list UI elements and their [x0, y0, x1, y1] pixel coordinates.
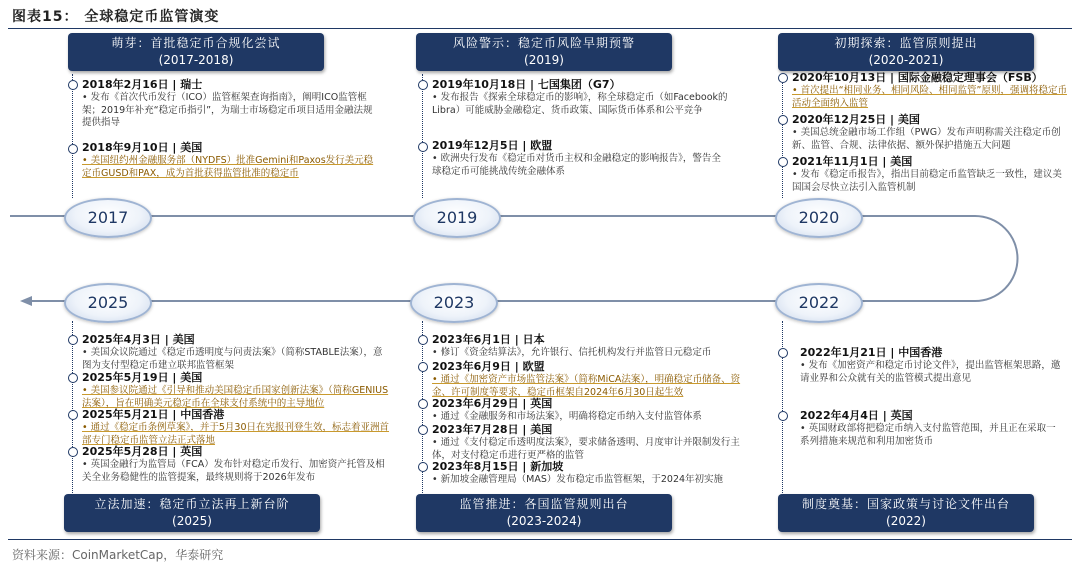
event-date: 2025年4月3日 | 美国 [82, 333, 195, 346]
year-2020: 2020 [775, 198, 863, 238]
connector [422, 74, 423, 198]
event-2023-08-15 [432, 459, 742, 487]
event-dot [418, 142, 428, 152]
event-dot [778, 411, 788, 421]
event-2022-04-04 [800, 408, 1062, 448]
banner-2020 [778, 33, 1034, 71]
event-date: 2018年2月16日 | 瑞士 [82, 78, 203, 91]
event-dot [68, 144, 78, 154]
event-date: 2020年12月25日 | 美国 [792, 113, 920, 126]
event-2021-11-01 [792, 154, 1068, 194]
event-dot [68, 335, 78, 345]
event-date: 2025年5月28日 | 英国 [82, 445, 203, 458]
event-text: • 通过《金融服务和市场法案》，明确将稳定币纳入支付监管体系 [432, 411, 702, 422]
event-text: • 修订《资金结算法》，允许银行、信托机构发行并监管日元稳定币 [432, 347, 712, 358]
event-text: • 英国财政部将把稳定币纳入支付监管范围，并且正在采取一系列措施来规范和利用加密货币 [800, 423, 1056, 447]
banner-2019 [416, 33, 672, 71]
banner-2017 [68, 33, 324, 71]
event-dot [418, 362, 428, 372]
event-date: 2023年7月28日 | 美国 [432, 423, 553, 436]
event-date: 2018年9月10日 | 美国 [82, 141, 203, 154]
event-text: • 发布报告《探索全球稳定币的影响》，称全球稳定币（如Facebook的Libra）可能威胁金融稳定、货币政策、国际货币体系和公平竞争 [432, 92, 728, 116]
event-text: • 首次提出“相同业务、相同风险、相同监管”原则，强调将稳定币活动全面纳入监管 [792, 85, 1067, 109]
year-2019: 2019 [413, 198, 501, 238]
event-dot [778, 157, 788, 167]
event-dot [778, 115, 788, 125]
event-text: • 欧洲央行发布《稳定币对货币主权和金融稳定的影响报告》，警告全球稳定币可能挑战传统金融体系 [432, 153, 721, 177]
event-text: • 新加坡金融管理局（MAS）发布稳定币监管框架，于2024年初实施 [432, 474, 724, 485]
figure-label: 图表15： [12, 9, 79, 25]
event-date: 2023年8月15日 | 新加坡 [432, 460, 564, 473]
event-text: • 美国众议院通过《稳定币透明度与问责法案》（简称STABLE法案），意图为支付型稳定币建立联邦监管框架 [82, 347, 383, 371]
event-date: 2025年5月19日 | 美国 [82, 371, 203, 384]
banner-title: 监管推进：各国监管规则出台 [459, 497, 629, 511]
event-dot [68, 447, 78, 457]
event-text: • 通过《支付稳定币透明度法案》，要求储备透明、月度审计并限制发行主体，对支付稳定币进行更严格的监管 [432, 437, 740, 461]
event-dot [68, 80, 78, 90]
connector [72, 74, 73, 198]
event-2025-04-03 [82, 332, 390, 372]
event-text: • 通过《加密资产市场监管法案》（简称MiCA法案），明确稳定币储备、资金、许可制度等要求，稳定币框架自2024年6月30日起生效 [432, 374, 741, 398]
event-2023-07-28 [432, 422, 742, 462]
event-2025-05-28 [82, 444, 390, 484]
banner-title: 制度奠基：国家政策与讨论文件出台 [801, 497, 1010, 511]
event-text: • 发布《稳定币报告》，指出目前稳定币监管缺乏一致性，建议美国国会尽快立法引入监管机制 [792, 169, 1062, 193]
event-dot [418, 80, 428, 90]
figure-title-text: 全球稳定币监管演变 [84, 9, 220, 25]
year-2017: 2017 [64, 198, 152, 238]
event-date: 2023年6月29日 | 英国 [432, 397, 553, 410]
year-2022: 2022 [775, 283, 863, 323]
event-text: • 发布《首次代币发行（ICO）监管框架查询指南》，阐明ICO监管框架；2019年补充“稳定币指引”，为瑞士市场稳定币项目适用金融法规提供指导 [82, 92, 373, 128]
event-date: 2023年6月1日 | 日本 [432, 333, 545, 346]
event-date: 2023年6月9日 | 欧盟 [432, 360, 545, 373]
banner-period: (2017-2018) [158, 53, 234, 67]
event-date: 2022年1月21日 | 中国香港 [800, 346, 943, 359]
event-2020-10-13 [792, 70, 1068, 110]
event-text: • 美国参议院通过《引导和推动美国稳定币国家创新法案》（简称GENIUS法案），旨在明确美元稳定币在全球支付系统中的主导地位 [82, 385, 389, 409]
event-dot [68, 373, 78, 383]
banner-period: (2023-2024) [506, 514, 582, 528]
event-text: • 美国纽约州金融服务部（NYDFS）批准Gemini和Paxos发行美元稳定币GUSD和PAX，成为首批获得监管批准的稳定币 [82, 155, 374, 179]
event-2019-12-05 [432, 138, 730, 178]
event-2018-02-16 [82, 77, 382, 130]
banner-period: (2022) [886, 514, 926, 528]
event-dot [778, 73, 788, 83]
event-date: 2021年11月1日 | 美国 [792, 155, 913, 168]
connector [782, 74, 783, 198]
event-2025-05-21 [82, 407, 390, 447]
event-2023-06-09 [432, 359, 742, 399]
banner-title: 萌芽：首批稳定币合规化尝试 [111, 36, 281, 50]
event-text: • 英国金融行为监管局（FCA）发布针对稳定币发行、加密资产托管及相关全业务稳健性的监管提案，最终规则将于2026年发布 [82, 459, 385, 483]
event-date: 2020年10月13日 | 国际金融稳定理事会（FSB） [792, 71, 1043, 84]
connector [782, 321, 783, 493]
connector [72, 321, 73, 493]
event-dot [418, 335, 428, 345]
event-2023-06-29 [432, 396, 742, 424]
banner-title: 风险警示：稳定币风险早期预警 [452, 36, 635, 50]
year-2023: 2023 [410, 283, 498, 323]
event-2022-01-21 [800, 345, 1062, 385]
event-2025-05-19 [82, 370, 390, 410]
event-dot [778, 348, 788, 358]
banner-2025 [64, 494, 320, 532]
event-2023-06-01 [432, 332, 742, 360]
event-date: 2025年5月21日 | 中国香港 [82, 408, 225, 421]
event-dot [418, 462, 428, 472]
banner-period: (2019) [524, 53, 564, 67]
banner-title: 初期探索：监管原则提出 [834, 36, 978, 50]
year-2025: 2025 [64, 283, 152, 323]
event-text: • 发布《加密资产和稳定币讨论文件》，提出监管框架思路，邀请业界和公众就有关的监管模式提出意见 [800, 360, 1061, 384]
banner-2023 [416, 494, 672, 532]
banner-2022 [778, 494, 1034, 532]
event-dot [68, 410, 78, 420]
event-date: 2019年12月5日 | 欧盟 [432, 139, 553, 152]
event-date: 2019年10月18日 | 七国集团（G7） [432, 78, 621, 91]
event-2020-12-25 [792, 112, 1068, 152]
event-2018-09-10 [82, 140, 382, 180]
source-note: 资料来源：CoinMarketCap，华泰研究 [12, 548, 224, 562]
event-dot [418, 399, 428, 409]
banner-title: 立法加速：稳定币立法再上新台阶 [94, 497, 290, 511]
banner-period: (2025) [172, 514, 212, 528]
event-date: 2022年4月4日 | 英国 [800, 409, 913, 422]
event-text: • 通过《稳定币条例草案》，并于5月30日在宪报刊登生效，标志着亚洲首部专门稳定币监管立法正式落地 [82, 422, 390, 446]
event-dot [418, 425, 428, 435]
event-text: • 美国总统金融市场工作组（PWG）发布声明称需关注稳定币创新、监管、合规、法律依据、额外保护措施五大问题 [792, 127, 1061, 151]
bottom-rule [8, 539, 1072, 540]
event-2019-10-18 [432, 77, 730, 117]
banner-period: (2020-2021) [868, 53, 944, 67]
